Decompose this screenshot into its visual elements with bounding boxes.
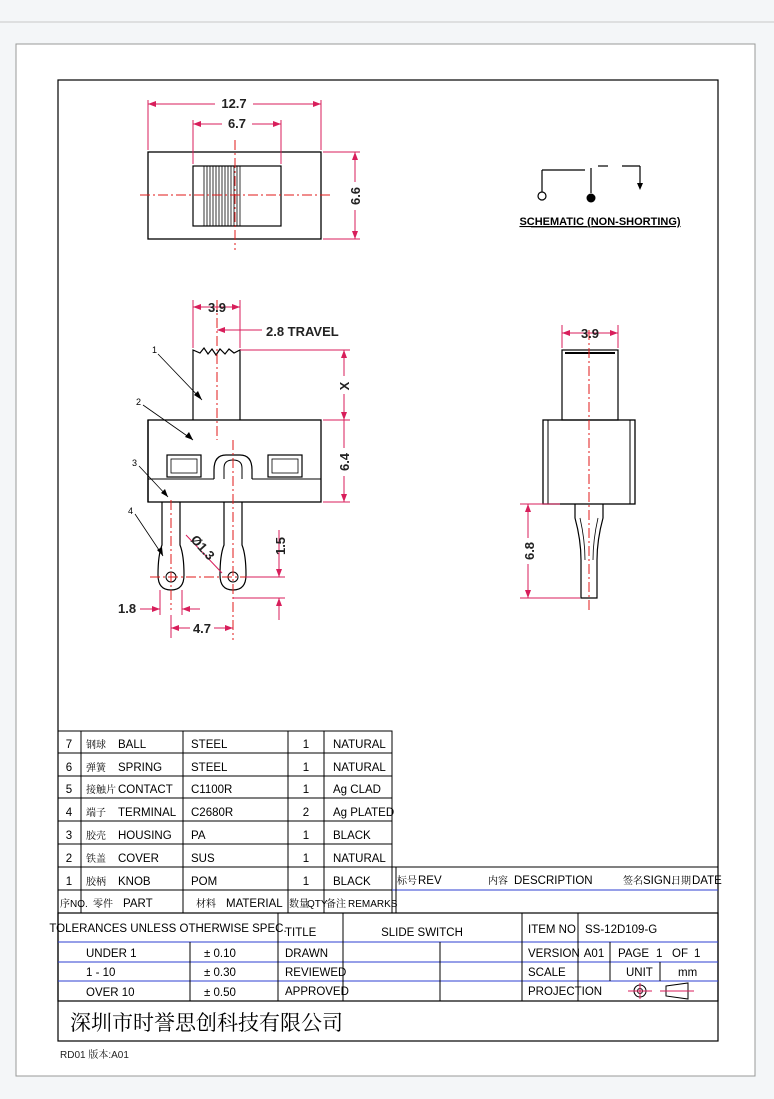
bom-qty-3: 2: [302, 807, 310, 819]
bom-en-2: CONTACT: [118, 784, 173, 796]
item-value: SS-12D109-G: [585, 924, 658, 936]
outer-frame: [16, 44, 755, 1076]
bom-cn-3: 端子: [86, 808, 106, 819]
schematic-label: SCHEMATIC (NON-SHORTING): [519, 216, 681, 228]
bom-qty-0: 1: [302, 739, 310, 751]
unit-label: UNIT: [626, 967, 653, 979]
bom-en-6: KNOB: [118, 876, 151, 888]
bom-no-0: 7: [65, 739, 73, 751]
page-label: PAGE: [618, 948, 650, 960]
bom-en-3: TERMINAL: [118, 807, 177, 819]
dim-pin-width: 1.8: [118, 601, 137, 616]
dim-pin-dia: Ø1.3: [187, 531, 218, 563]
tol-value-1: ± 0.30: [204, 967, 236, 979]
bom-rem-0: NATURAL: [333, 739, 386, 751]
callout-1: 1: [152, 345, 158, 355]
bom-qty-5: 1: [302, 853, 310, 865]
company-name: 深圳市时誉思创科技有限公司: [70, 1012, 343, 1035]
bom-cn-0: 钢球: [86, 740, 106, 751]
approved-label: APPROVED: [285, 986, 349, 998]
callout-2: 2: [136, 397, 142, 407]
dim-pin-len: 1.5: [273, 536, 288, 556]
bom-rem-4: BLACK: [333, 830, 371, 842]
bom-no-2: 5: [65, 784, 73, 796]
bom-qty-2: 1: [302, 784, 310, 796]
bom-mat-0: STEEL: [191, 739, 228, 751]
title-value: SLIDE SWITCH: [381, 927, 463, 939]
dim-top-width: 12.7: [221, 96, 247, 111]
bom-h-no-cn: 序: [60, 899, 70, 910]
of-label: OF: [672, 948, 688, 960]
tol-range-2: OVER 10: [86, 987, 135, 999]
bom-mat-5: SUS: [191, 853, 215, 865]
tol-range-0: UNDER 1: [86, 948, 137, 960]
rev-h-sign-cn: 签名: [623, 876, 643, 887]
rev-h-rev-en: REV: [418, 875, 442, 887]
bom-h-part-cn: 零件: [93, 899, 113, 910]
bom-h-rem-en: REMARKS: [348, 899, 398, 910]
dim-knob-height: X: [337, 381, 352, 391]
bom-qty-4: 1: [302, 830, 310, 842]
item-label: ITEM NO: [528, 924, 576, 936]
rev-h-date-en: DATE: [692, 875, 722, 887]
bom-cn-5: 铁盖: [86, 854, 106, 865]
reviewed-label: REVIEWED: [285, 967, 347, 979]
dim-side-height: 6.8: [522, 541, 537, 561]
bom-cn-4: 胶壳: [86, 831, 106, 842]
tol-title: TOLERANCES UNLESS OTHERWISE SPEC.: [49, 923, 287, 935]
dim-body-height: 6.4: [337, 452, 352, 472]
bom-h-no-en: NO.: [70, 899, 88, 910]
dim-travel: 2.8 TRAVEL: [266, 324, 339, 339]
version-value: A01: [583, 948, 605, 960]
bom-h-part-en: PART: [123, 898, 153, 910]
dim-knob-width: 6.7: [227, 116, 247, 131]
tol-range-1: 1 - 10: [86, 967, 116, 979]
dim-pin-pitch: 4.7: [192, 621, 212, 636]
bom-h-qty-cn: 数量: [289, 899, 309, 910]
bom-en-5: COVER: [118, 853, 159, 865]
bom-mat-3: C2680R: [191, 807, 234, 819]
bom-mat-4: PA: [191, 830, 206, 842]
page-value: 1: [656, 948, 663, 960]
bom-cn-6: 胶柄: [86, 877, 106, 888]
bom-rem-1: NATURAL: [333, 762, 386, 774]
unit-value: mm: [678, 967, 698, 979]
page-total: 1: [694, 948, 701, 960]
callout-4: 4: [128, 506, 134, 516]
dim-front-knob: 3.9: [207, 300, 227, 315]
bom-mat-2: C1100R: [191, 784, 233, 796]
bom-no-1: 6: [65, 762, 73, 774]
rev-h-sign-en: SIGN.: [643, 875, 675, 887]
tol-value-2: ± 0.50: [204, 987, 236, 999]
bom-rem-5: NATURAL: [333, 853, 386, 865]
bom-cn-1: 弹簧: [86, 763, 106, 774]
rev-h-date-cn: 日期: [671, 876, 691, 887]
dim-side-knob: 3.9: [580, 326, 600, 341]
bom-no-6: 1: [65, 876, 73, 888]
scale-label: SCALE: [528, 967, 566, 979]
bom-en-1: SPRING: [118, 762, 163, 774]
bom-rem-3: Ag PLATED: [333, 807, 395, 819]
dim-height: 6.6: [348, 186, 363, 206]
bom-mat-1: STEEL: [191, 762, 228, 774]
rev-h-desc-cn: 内容: [488, 876, 508, 887]
bom-en-0: BALL: [118, 739, 147, 751]
bom-cn-2: 接触片: [86, 785, 116, 796]
bom-h-mat-en: MATERIAL: [226, 898, 283, 910]
bom-no-4: 3: [65, 830, 73, 842]
version-label: VERSION: [528, 948, 580, 960]
rev-h-desc-en: DESCRIPTION: [514, 875, 593, 887]
bom-h-rem-cn: 备注: [326, 899, 346, 910]
bom-en-4: HOUSING: [118, 830, 172, 842]
bom-rem-6: BLACK: [333, 876, 371, 888]
bom-qty-1: 1: [302, 762, 310, 774]
bom-no-3: 4: [65, 807, 73, 819]
projection-label: PROJECTION: [528, 986, 603, 998]
bom-no-5: 2: [65, 853, 73, 865]
bom-rem-2: Ag CLAD: [333, 784, 381, 796]
rev-h-rev-cn: 标号: [397, 876, 417, 887]
callout-3: 3: [132, 458, 138, 468]
bom-h-qty-en: QTY: [307, 899, 328, 910]
title-label: TITLE: [285, 927, 317, 939]
footer-text: RD01 版本:A01: [60, 1050, 129, 1061]
bom-h-mat-cn: 材料: [196, 899, 216, 910]
bom-mat-6: POM: [191, 876, 218, 888]
tol-value-0: ± 0.10: [204, 948, 236, 960]
bom-qty-6: 1: [302, 876, 310, 888]
drawn-label: DRAWN: [285, 948, 329, 960]
